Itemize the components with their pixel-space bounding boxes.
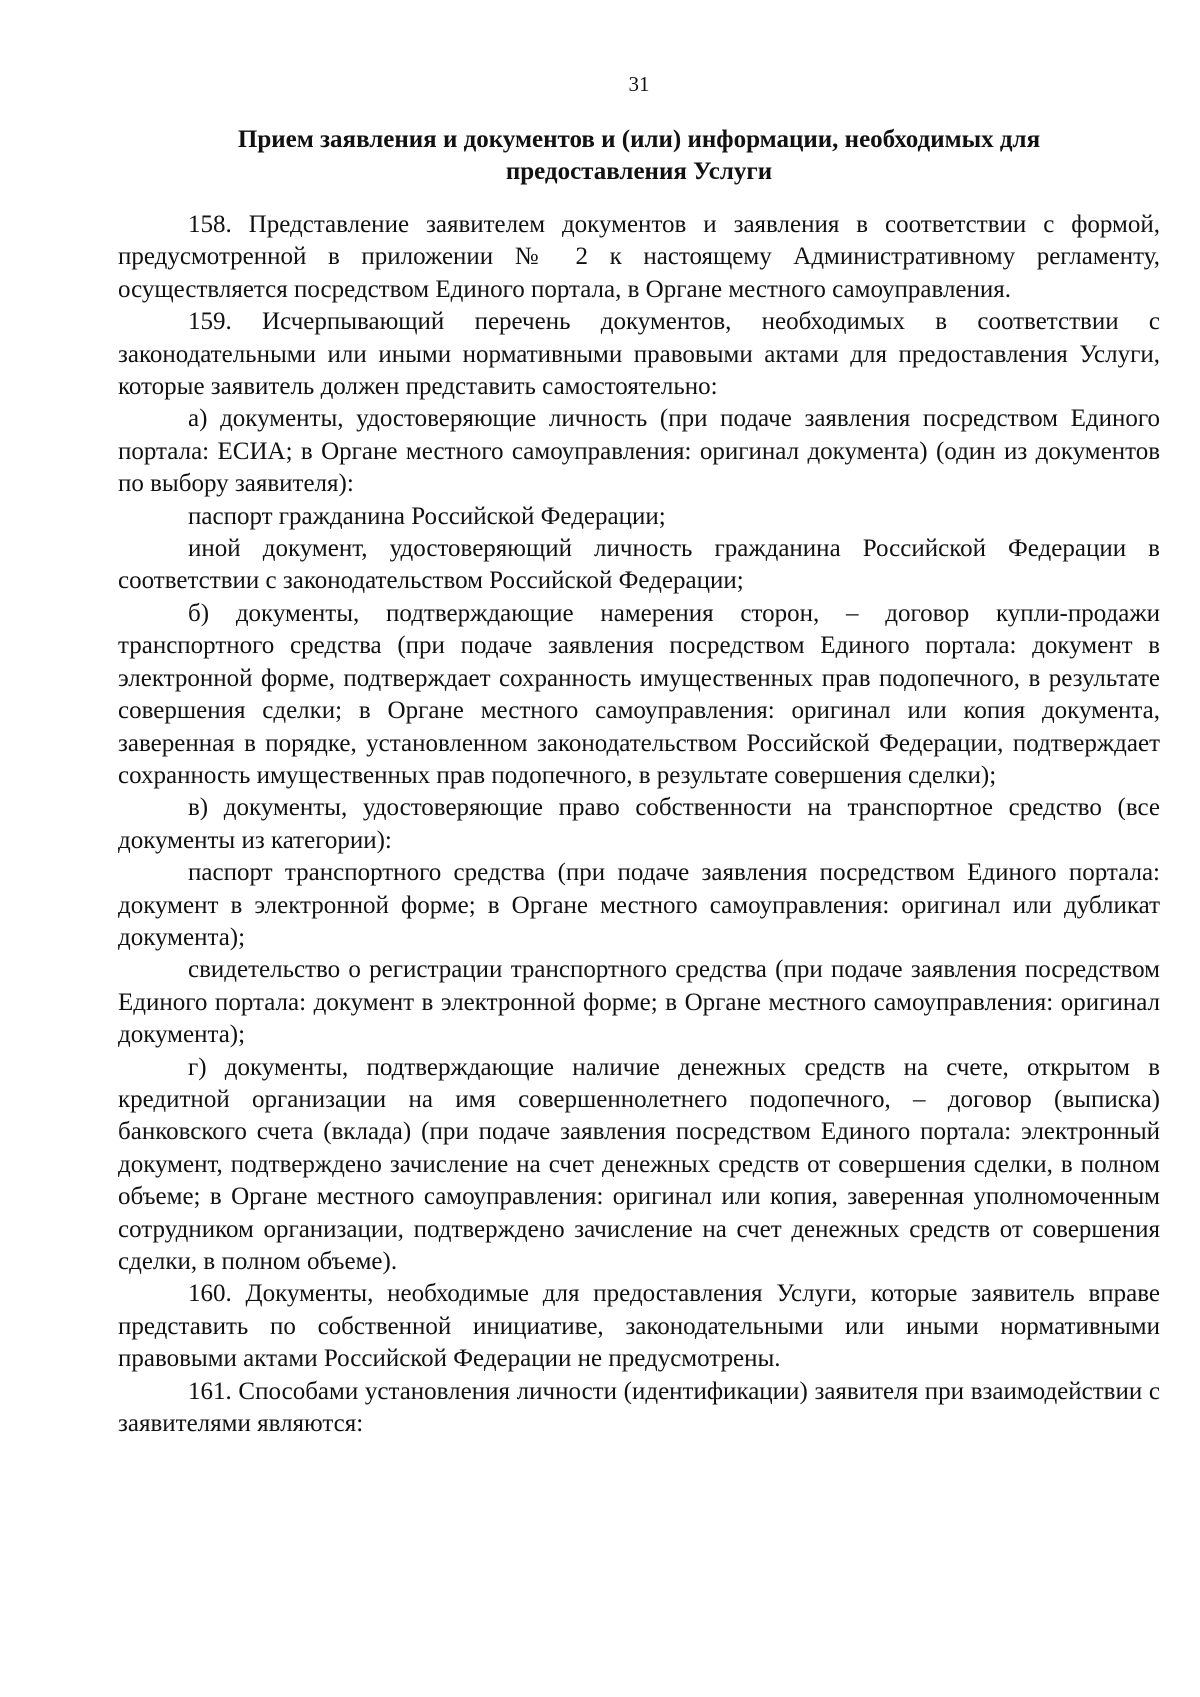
section-title (118, 124, 1160, 188)
section-title-line-1: Прием заявления и документов и (или) информации, необходимых для (237, 126, 1041, 153)
list-item-b: б) документы, подтверждающие намерения сторон, – договор купли-продажи транспортного средства (при подаче заявления посредством Единого портала: документ в электронной форме, подтверждает сохранность имущественных прав подопечного, в результате совершения сделки; в Органе местного самоуправления: оригинал или копия документа, заверенная в порядке, установленном законодательством Российской Федерации, подтверждает сохранность имущественных прав подопечного, в результате совершения сделки); (118, 599, 1160, 789)
list-item-g: г) документы, подтверждающие наличие денежных средств на счете, открытом в кредитной организации на имя совершеннолетнего подопечного, – договор (выписка) банковского счета (вклада) (при подаче заявления посредством Единого портала: электронный документ, подтверждено зачисление на счет денежных средств от совершения сделки, в полном объеме; в Органе местного самоуправления: оригинал или копия, заверенная уполномоченным сотрудником организации, подтверждено зачисление на счет денежных средств от совершения сделки, в полном объеме). (118, 1053, 1160, 1275)
page-number: 31 (628, 72, 650, 96)
list-item-a: а) документы, удостоверяющие личность (при подаче заявления посредством Единого портала: ЕСИА; в Органе местного самоуправления: оригинал документа) (один из документов по выбору заявителя): (118, 405, 1160, 498)
paragraph-158: 158. Представление заявителем документов и заявления в соответствии с формой, предусмотренной в приложении № 2 к настоящему Административному регламенту, осуществляется посредством Единого портала, в Органе местного самоуправления. (118, 211, 1160, 303)
paragraph-160: 160. Документы, необходимые для предоставления Услуги, которые заявитель вправе представить по собственной инициативе, законодательными или иными нормативными правовыми актами Российской Федерации не предусмотрены. (118, 1280, 1160, 1373)
list-subitem-passport: паспорт гражданина Российской Федерации; (188, 502, 666, 530)
paragraph-161: 161. Способами установления личности (идентификации) заявителя при взаимодействии с заявителями являются: (118, 1377, 1160, 1438)
paragraph-159: 159. Исчерпывающий перечень документов, необходимых в соответствии с законодательными или иными нормативными правовыми актами для предоставления Услуги, которые заявитель должен представить самостоятельно: (118, 308, 1160, 401)
list-item-v: в) документы, удостоверяющие право собственности на транспортное средство (все документы из категории): (118, 794, 1160, 854)
list-subitem-vehicle-passport: паспорт транспортного средства (при подаче заявления посредством Единого портала: документ в электронной форме; в Органе местного самоуправления: оригинал или дубликат документа); (118, 859, 1160, 951)
section-title-line-2: предоставления Услуги (505, 158, 773, 185)
list-subitem-other-id: иной документ, удостоверяющий личность гражданина Российской Федерации в соответствии с законодательством Российской Федерации; (118, 535, 1160, 595)
list-subitem-registration-certificate: свидетельство о регистрации транспортного средства (при подаче заявления посредством Единого портала: документ в электронной форме; в Органе местного самоуправления: оригинал документа); (118, 956, 1160, 1049)
document-body (118, 209, 1160, 1440)
